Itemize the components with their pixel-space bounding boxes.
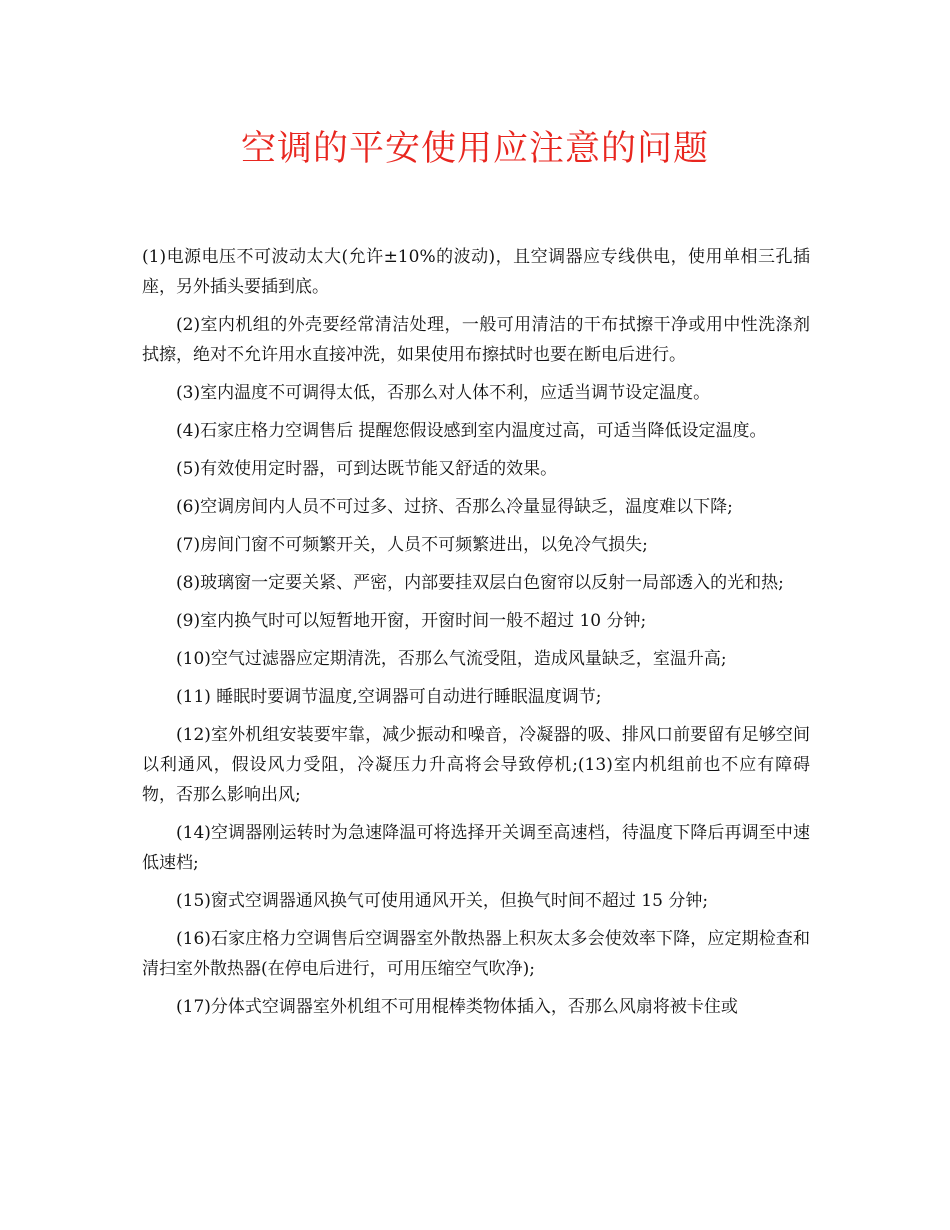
paragraph-9: (9)室内换气时可以短暂地开窗，开窗时间一般不超过 10 分钟; xyxy=(176,611,647,631)
paragraph-3: (3)室内温度不可调得太低，否那么对人体不利，应适当调节设定温度。 xyxy=(176,383,711,403)
document-body xyxy=(142,242,810,1030)
page-title: 空调的平安使用应注意的问题 xyxy=(240,129,709,169)
paragraph-1: (1)电源电压不可波动太大(允许±10%的波动)，且空调器应专线供电，使用单相三孔插座，另外插头要插到底。 xyxy=(142,247,810,297)
paragraph-16: (16)石家庄格力空调售后空调器室外散热器上积灰太多会使效率下降，应定期检查和清扫室外散热器(在停电后进行，可用压缩空气吹净); xyxy=(142,929,810,979)
paragraph-8: (8)玻璃窗一定要关紧、严密，内部要挂双层白色窗帘以反射一局部透入的光和热; xyxy=(176,573,784,593)
paragraph-14: (14)空调器刚运转时为急速降温可将选择开关调至高速档，待温度下降后再调至中速低速档; xyxy=(142,823,810,873)
paragraph-15: (15)窗式空调器通风换气可使用通风开关，但换气时间不超过 15 分钟; xyxy=(176,891,709,911)
paragraph-10: (10)空气过滤器应定期清洗，否那么气流受阻，造成风量缺乏，室温升高; xyxy=(176,649,727,669)
paragraph-17: (17)分体式空调器室外机组不可用棍棒类物体插入，否那么风扇将被卡住或 xyxy=(176,997,738,1017)
paragraph-2: (2)室内机组的外壳要经常清洁处理，一般可用清洁的干布拭擦干净或用中性洗涤剂拭擦，绝对不允许用水直接冲洗，如果使用布擦拭时也要在断电后进行。 xyxy=(142,315,810,365)
paragraph-4: (4)石家庄格力空调售后 提醒您假设感到室内温度过高，可适当降低设定温度。 xyxy=(176,421,767,441)
paragraph-7: (7)房间门窗不可频繁开关，人员不可频繁进出，以免冷气损失; xyxy=(176,535,648,555)
paragraph-11: (11) 睡眠时要调节温度,空调器可自动进行睡眠温度调节; xyxy=(176,687,602,707)
paragraph-6: (6)空调房间内人员不可过多、过挤、否那么冷量显得缺乏，温度难以下降; xyxy=(176,497,733,517)
paragraph-12: (12)室外机组安装要牢靠，减少振动和噪音，冷凝器的吸、排风口前要留有足够空间以利通风，假设风力受阻，冷凝压力升高将会导致停机;(13)室内机组前也不应有障碍物，否那么影响出风; xyxy=(142,725,810,805)
paragraph-5: (5)有效使用定时器，可到达既节能又舒适的效果。 xyxy=(176,459,558,479)
